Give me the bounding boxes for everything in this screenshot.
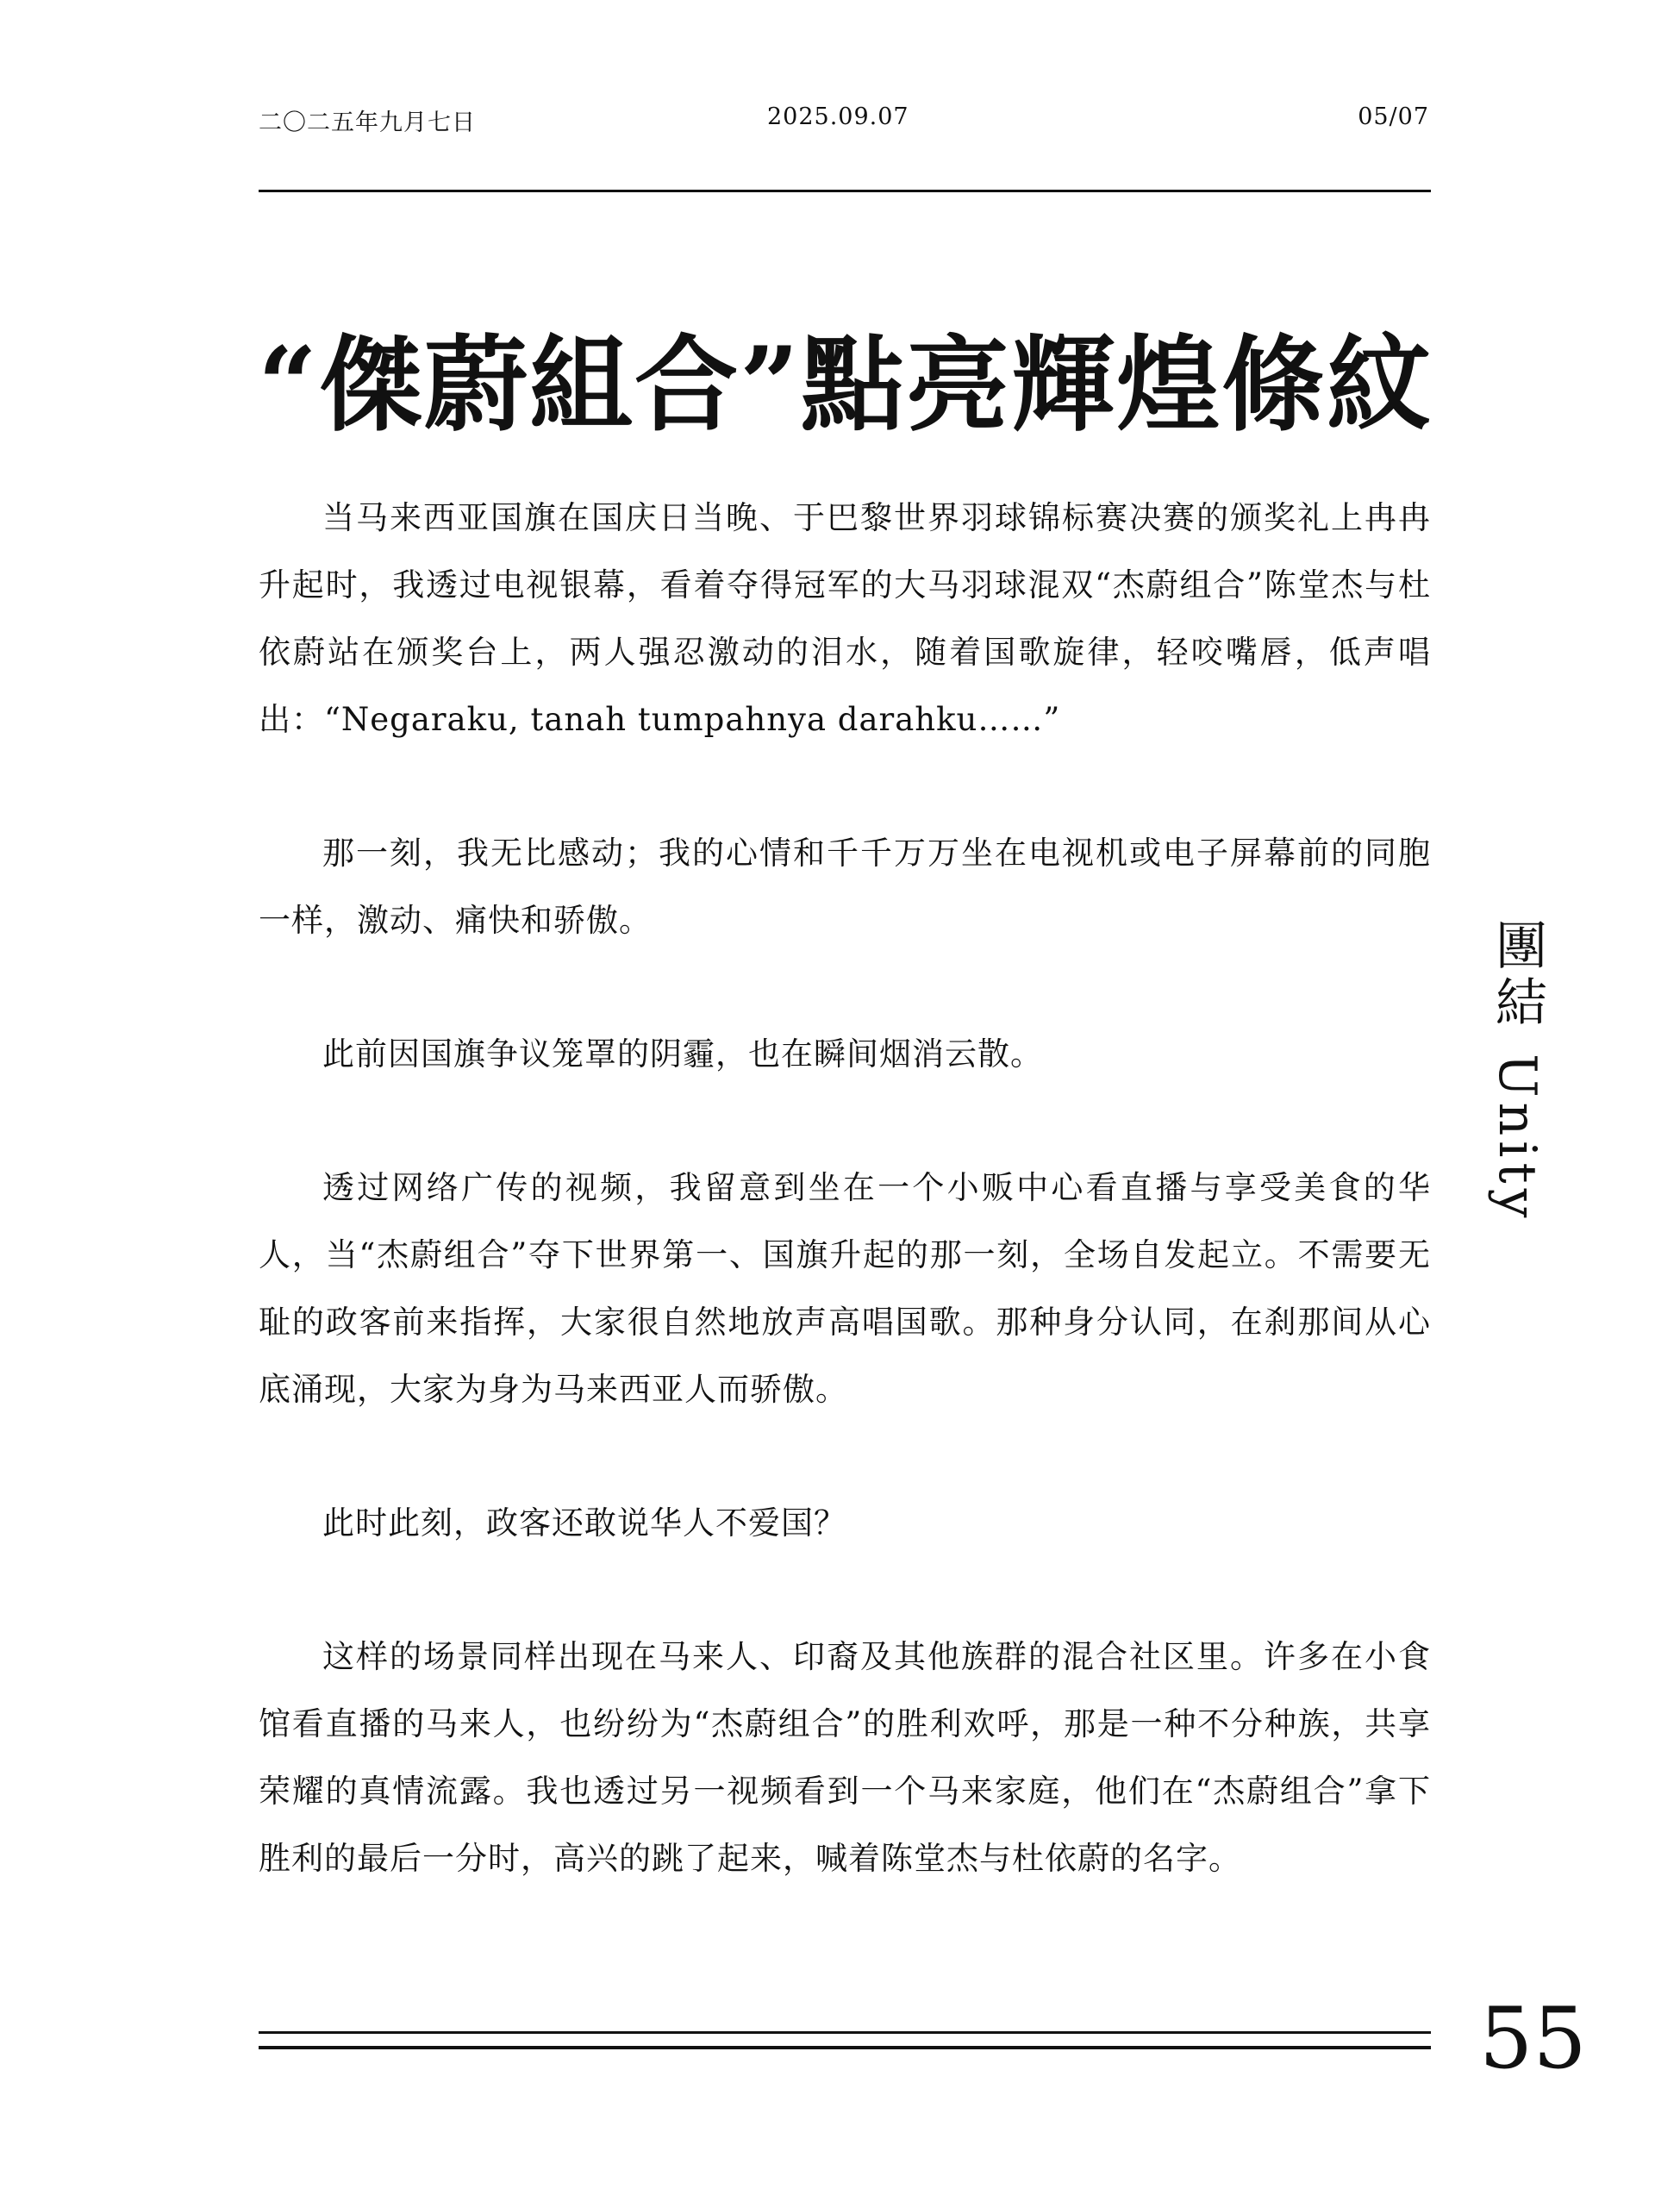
paragraph-5: 此时此刻，政客还敢说华人不爱国？ <box>322 1504 846 1542</box>
article-body <box>259 485 1431 1959</box>
page-number: 55 <box>1479 1990 1587 2088</box>
article-title: “傑蔚組合”點亮輝煌條紋 <box>257 324 1433 447</box>
paragraph-6: 这样的场景同样出现在马来人、印裔及其他族群的混合社区里。许多在小食馆看直播的马来人，也纷纷为“杰蔚组合”的胜利欢呼，那是一种不分种族，共享荣耀的真情流露。我也透过另一视频看到一个马来家庭，他们在“杰蔚组合”拿下胜利的最后一分时，高兴的跳了起来，喊着陈堂杰与杜依蔚的名字。 <box>259 1638 1431 1877</box>
footer-divider-thin <box>259 2031 1431 2034</box>
header-page-ref: 05/07 <box>1358 103 1429 130</box>
paragraph-1: 当马来西亚国旗在国庆日当晚、于巴黎世界羽球锦标赛决赛的颁奖礼上冉冉升起时，我透过电视银幕，看着夺得冠军的大马羽球混双“杰蔚组合”陈堂杰与杜依蔚站在颁奖台上，两人强忍激动的泪水，随着国歌旋律，轻咬嘴唇，低声唱出：“Negaraku, tanah tumpahnya darahku……” <box>259 499 1431 738</box>
header-date-chinese: 二〇二五年九月七日 <box>259 109 476 136</box>
paragraph-4: 透过网络广传的视频，我留意到坐在一个小贩中心看直播与享受美食的华人，当“杰蔚组合”夺下世界第一、国旗升起的那一刻，全场自发起立。不需要无耻的政客前来指挥，大家很自然地放声高唱国歌。那种身分认同，在刹那间从心底涌现，大家为身为马来西亚人而骄傲。 <box>259 1169 1431 1408</box>
paragraph-3: 此前因国旗争议笼罩的阴霾，也在瞬间烟消云散。 <box>322 1035 1043 1073</box>
header-date-numeric: 2025.09.07 <box>767 103 909 130</box>
page-header <box>259 103 1431 147</box>
footer-divider-thick <box>259 2046 1431 2049</box>
paragraph-2: 那一刻，我无比感动；我的心情和千千万万坐在电视机或电子屏幕前的同胞一样，激动、痛快和骄傲。 <box>259 835 1431 939</box>
section-label: 團結 Unity <box>1487 918 1547 1223</box>
header-divider <box>259 190 1431 192</box>
